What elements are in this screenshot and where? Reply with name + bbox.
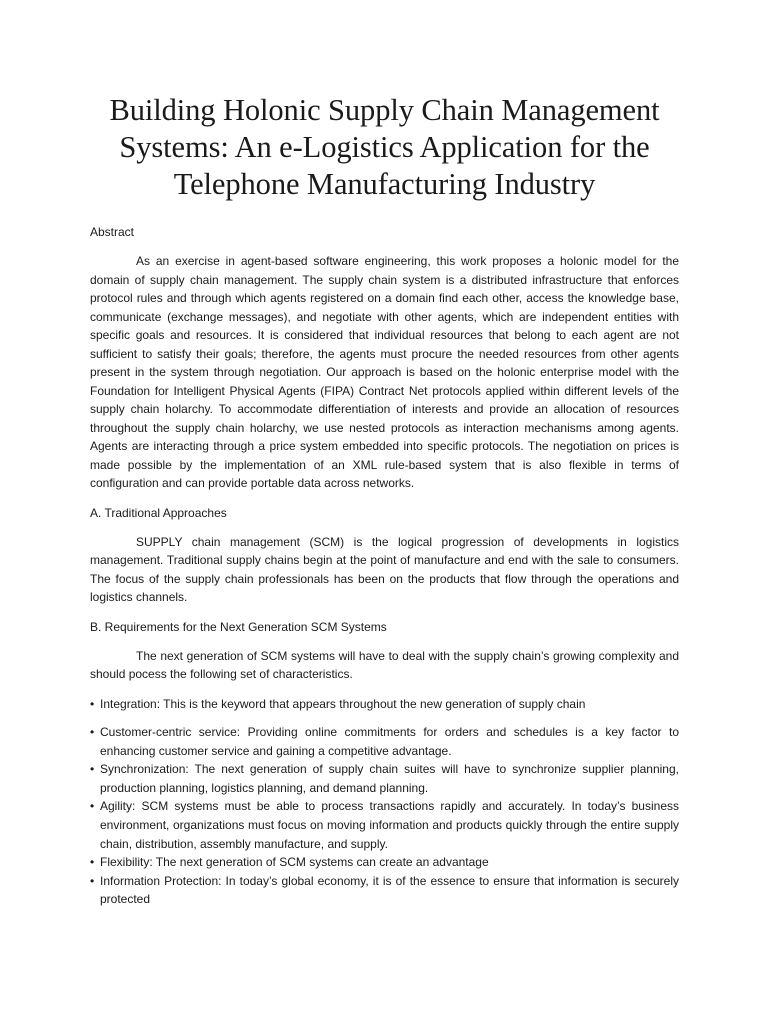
list-item xyxy=(90,853,679,872)
list-item xyxy=(90,797,679,853)
list-item xyxy=(90,695,679,714)
list-item-text: Flexibility: The next generation of SCM systems can create an advantage xyxy=(100,855,489,870)
bullet-icon: • xyxy=(90,762,95,777)
section-b-text: The next generation of SCM systems will have to deal with the supply chain’s growing complexity and should pocess the following set of characteristics. xyxy=(90,648,679,681)
bullet-icon: • xyxy=(90,799,95,814)
list-item-text: Agility: SCM systems must be able to process transactions rapidly and accurately. In today’s business environment, organizations must focus on moving information and products quickly through the entire supply chain, distribution, assembly manufacture, and supply. xyxy=(100,799,679,851)
requirements-list xyxy=(90,695,679,910)
list-item-text: Customer-centric service: Providing online commitments for orders and schedules is a key factor to enhancing customer service and gaining a competitive advantage. xyxy=(100,725,679,758)
bullet-icon: • xyxy=(90,696,95,711)
paper-title: Building Holonic Supply Chain Management Systems: An e-Logistics Application for the Telephone Manufacturing Industry xyxy=(109,93,660,201)
bullet-icon: • xyxy=(90,855,95,870)
list-item xyxy=(90,760,679,797)
abstract-heading: Abstract xyxy=(90,225,135,239)
list-item xyxy=(90,723,679,760)
abstract-text: As an exercise in agent-based software engineering, this work proposes a holonic model for the domain of supply chain management. The supply chain system is a distributed infrastructure that enforces protocol rules and through which agents registered on a domain find each other, access the knowledge base, communicate (exchange messages), and negotiate with other agents, which are independent entities with specific goals and resources. It is considered that individual resources that belong to each agent are not sufficient to satisfy their goals; therefore, the agents must procure the needed resources from other agents present in the system through negotiation. Our approach is based on the holonic enterprise model with the Foundation for Intelligent Physical Agents (FIPA) Contract Net protocols applied within different levels of the supply chain holarchy. To accommodate differentiation of interests and provide an allocation of resources throughout the supply chain holarchy, we use nested protocols as interaction mechanisms among agents. Agents are interacting through a price system embedded into specific protocols. The negotiation on prices is made possible by the implementation of an XML rule-based system that is also flexible in terms of configuration and can provide portable data across networks. xyxy=(90,254,679,490)
list-item-text: Integration: This is the keyword that appears throughout the new generation of supply chain xyxy=(100,696,586,711)
bullet-icon: • xyxy=(90,725,95,740)
section-b-heading: B. Requirements for the Next Generation SCM Systems xyxy=(90,619,387,634)
list-item xyxy=(90,872,679,909)
section-a-text: SUPPLY chain management (SCM) is the logical progression of developments in logistics management. Traditional supply chains begin at the point of manufacture and end with the sale to consumers. The focus of the supply chain professionals has been on the products that flow through the operations and logistics channels. xyxy=(90,534,679,604)
bullet-icon: • xyxy=(90,873,95,888)
list-item-text: Information Protection: In today’s global economy, it is of the essence to ensure that information is securely protected xyxy=(100,873,679,907)
list-item-text: Synchronization: The next generation of supply chain suites will have to synchronize supplier planning, production planning, logistics planning, and demand planning. xyxy=(100,762,679,795)
section-a-heading: A. Traditional Approaches xyxy=(90,505,227,520)
